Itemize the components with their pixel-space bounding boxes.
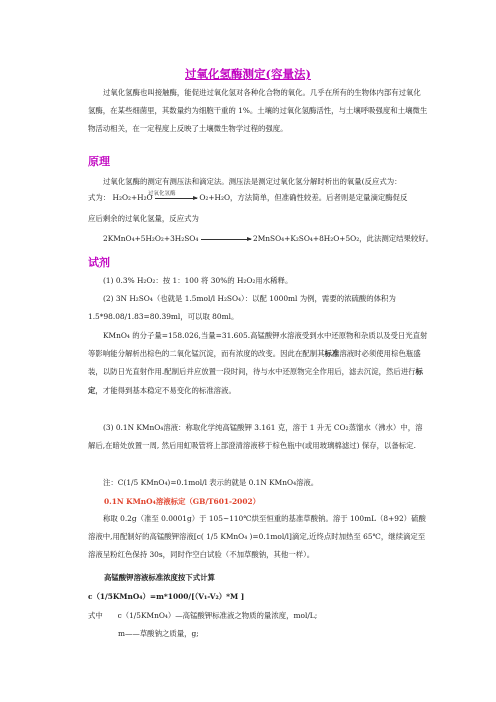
intro-paragraph: 过氧化氢酶也叫接触酶，能促进过氧化氢对各种化合物的氧化。几乎在所有的生物体内部有过氧化氢酶，在某些细菌里，其数量约为细胞干重的 1%。土壤的过氧化氢酶活性，与土壤呼吸强度和土壤微生物活动相关，在一定程度上反映了土壤微生物学过程的强度。 (88, 88, 428, 134)
calibration-text: 称取 0.2g（准至 0.0001g）于 105~110℃烘至恒重的基准草酸钠。溶于 100mL（8+92）硫酸溶液中,用配制好的高锰酸钾溶液[c( 1/5 KMnO₄ )=0.1mol/l]滴定,近终点时加热至 65℃，继续滴定至溶液呈粉红色保持 30s，同时作空白试验（不加草酸钠，其他一样）。 (88, 514, 426, 560)
kmno4-text-d: ，才能得到基本稳定不易变化的标准溶液。 (95, 385, 236, 395)
reaction-arrow-icon (155, 198, 197, 199)
kmno4-bold-calibrate: 标定 (88, 367, 423, 395)
heading-formula: 高锰酸钾溶液标准浓度按下式计算 (104, 573, 215, 582)
formula-where: 式中 c（1/5KMnO₄）—高锰酸钾标准液之物质的量浓度，mol/L; (88, 611, 318, 620)
principle-text-1: 过氧化氢酶的测定有测压法和滴定法。测压法是测定过氧化氢分解时析出的氧量(反应式为： (103, 177, 402, 186)
eq2-left: 2KMnO₄+5H₂O₂+3H₂SO₄ (103, 234, 199, 243)
principle-text-2: 应后剩余的过氧化氢量，反应式为 (88, 214, 199, 223)
formula-where-m: m——草酸钠之质量，g; (118, 629, 199, 638)
kmno4-paragraph (88, 327, 428, 400)
eq1-left: H₂O₂+H₂O (112, 193, 153, 202)
eq1-prefix: 式为： (88, 193, 113, 202)
catalyst-label: 过氧化氢酶 (148, 191, 176, 197)
kmno4-text-a: KMnO₄ 的分子量=158.026,当量=31.605.高锰酸钾水溶液受到水中还原物和杂质以及受日光直射等影响能分解析出棕色的二氧化锰沉淀，而有浓度的改变。因此在配制其 (88, 331, 428, 359)
reagent-1: (1) 0.3% H₂O₂：按 1：100 将 30%的 H₂O₂用水稀释。 (103, 276, 293, 285)
reaction-arrow-icon (201, 239, 251, 240)
heading-calibration: 0.1N KMnO₄溶液标定（GB/T601-2002） (104, 497, 261, 506)
page-title: 过氧化氢酶测定(容量法) (185, 67, 311, 81)
heading-principle: 原理 (88, 155, 110, 168)
note: 注：C(1/5 KMnO₄)=0.1mol/l 表示的就是 0.1N KMnO₄溶液。 (103, 478, 319, 487)
kmno4-bold-standard: 标准 (324, 349, 340, 359)
equation-1 (88, 192, 407, 203)
heading-reagents: 试剂 (88, 256, 110, 269)
eq2-right: 2MnSO₄+K₂SO₄+8H₂O+5O₂，此法测定结果较好。 (253, 234, 434, 243)
equation-2 (103, 233, 433, 244)
reagent-2: (2) 3N H₂SO₄（也就是 1.5mol/l H₂SO₄）：以配 1000ml 为例，需要的浓硫酸的体积为 1.5*98.08/1.83=80.39ml，可以取 80ml。 (88, 294, 396, 322)
eq1-right: O₂+H₂O，方法简单，但准确性较差。后者则是定量滴定酶促反 (199, 193, 408, 202)
formula: c（1/5KMnO₄）=m*1000/[（V₁-V₂）*M ] (88, 592, 245, 601)
reagent-3: (3) 0.1N KMnO₄溶液：称取化学纯高锰酸钾 3.161 克，溶于 1 升无 CO₂蒸馏水（沸水）中，溶解后,在暗处放置一周, 然后用虹吸管将上部澄清溶液移于棕色瓶中(或用玻璃棉滤过) 保存，以备标定. (88, 423, 423, 451)
kmno4-text-c: 溶液时必须使用棕色瓶盛装，以防日光直射作用.配制后并应放置一段时间，待与水中还原物完全作用后，滤去沉淀，然后进行 (88, 349, 421, 377)
